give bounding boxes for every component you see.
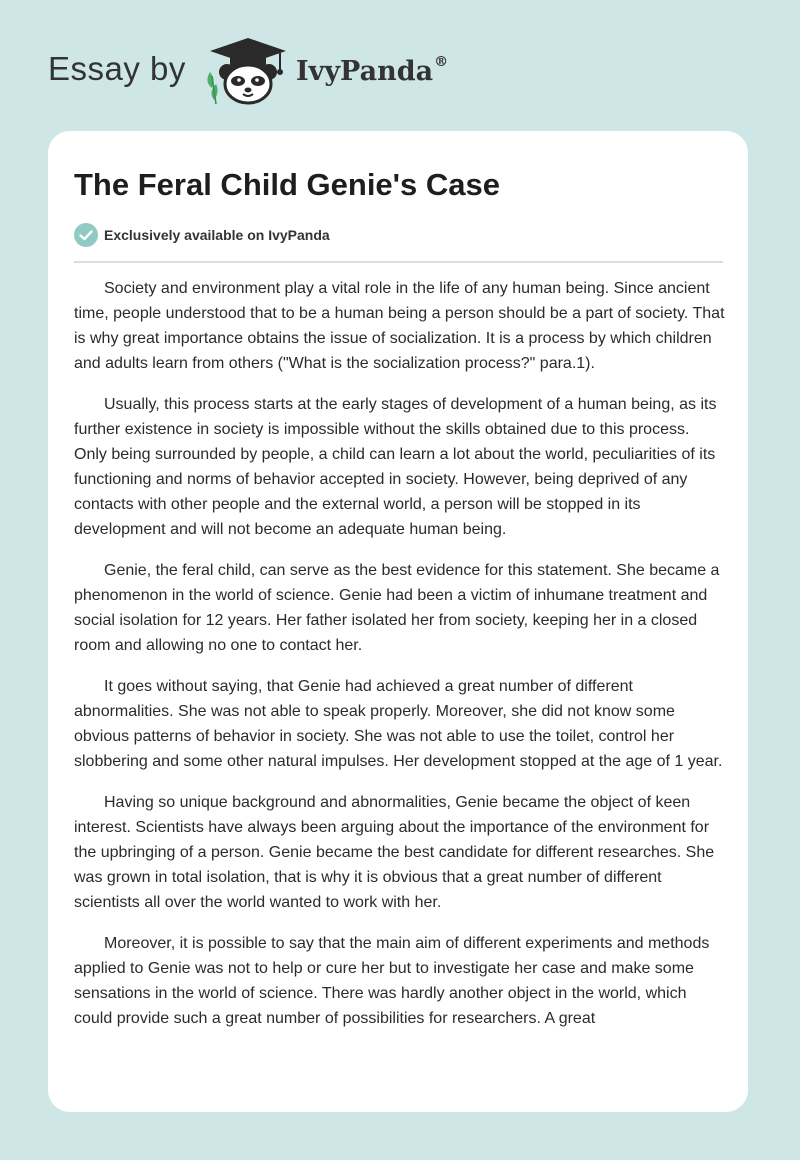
paragraph: Usually, this process starts at the early stages of development of a human being, as its further existence in society is impossible without the skills obtained due to this process. Only being surrounded by people, a child can learn a lot about the world, peculiarities of its functioning and norms of behavior accepted in society. However, being deprived of any contacts with other people and the external world, a person will be stopped in its development and will not become an adequate human being. [74, 396, 717, 538]
brand-prefix: Essay by [48, 50, 186, 87]
essay-card [48, 131, 748, 1112]
exclusive-label: Exclusively available on IvyPanda [104, 227, 330, 243]
exclusive-badge [74, 223, 330, 247]
paragraph: Having so unique background and abnormalities, Genie became the object of keen interest. Scientists have always been arguing about the importance of the environment for the upbringing of a person. Genie became the best candidate for different researches. She was grown in total isolation, that is why it is obvious that a great number of different scientists all over the world wanted to work with her. [74, 794, 715, 911]
title-divider [74, 261, 723, 263]
essay-title: The Feral Child Genie's Case [74, 167, 501, 202]
brand-name: IvyPanda® [296, 54, 449, 87]
graduation-panda-logo-icon [200, 34, 296, 108]
paragraph: Moreover, it is possible to say that the main aim of different experiments and methods applied to Genie was not to help or cure her but to investigate her case and make some sensations in the world of science. There was hardly another object in the world, which could provide such a great number of possibilities for researchers. A great [74, 935, 710, 1027]
check-circle-icon [74, 223, 98, 247]
essay-body [74, 276, 726, 1047]
paragraph: Genie, the feral child, can serve as the best evidence for this statement. She became a phenomenon in the world of science. Genie had been a victim of inhumane treatment and social isolation for 12 years. Her father isolated her from society, keeping her in a closed room and allowing no one to contact her. [74, 562, 720, 654]
brand-header[interactable] [48, 30, 508, 110]
paragraph: Society and environment play a vital role in the life of any human being. Since ancient time, people understood that to be a human being a person should be a part of society. That is why great importance obtains the issue of socialization. It is a process by which children and adults learn from others ("What is the socialization process?" para.1). [74, 280, 725, 372]
paragraph: It goes without saying, that Genie had achieved a great number of different abnormalities. She was not able to speak properly. Moreover, she did not know some obvious patterns of behavior in society. She was not able to use the toilet, control her slobbering and some other natural impulses. Her development stopped at the age of 1 year. [74, 678, 723, 770]
